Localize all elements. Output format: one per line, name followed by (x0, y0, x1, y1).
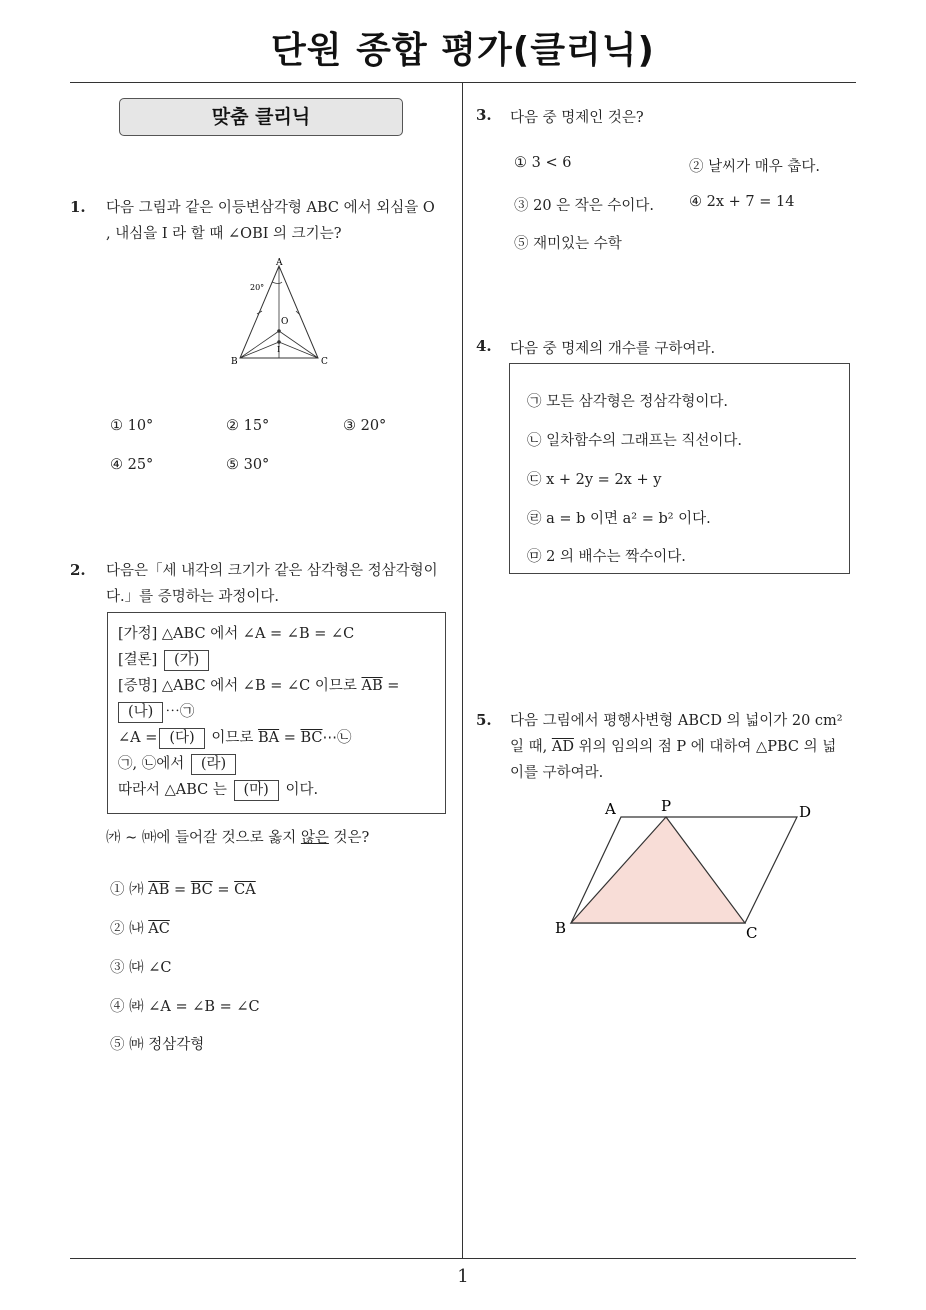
question-2-line1: 다음은「세 내각의 크기가 같은 삼각형은 정삼각형이 (106, 563, 438, 579)
question-2-text (106, 558, 438, 610)
vertex-c-label: C (321, 357, 328, 367)
question-3-choice-1[interactable]: ① 3 < 6 (514, 155, 572, 171)
segment-ad: $\overline{AD}$ (551, 739, 574, 755)
segment-ab: $\overline{AB}$ (361, 678, 383, 694)
question-1-choice-2[interactable]: ② 15° (226, 418, 270, 434)
question-3-number: 3. (476, 106, 492, 124)
question-3-choice-3[interactable]: ③ 20 은 작은 수이다. (514, 198, 655, 214)
segment-bc: $\overline{BC}$ (300, 730, 323, 746)
question-1-choice-3[interactable]: ③ 20° (343, 418, 387, 434)
question-1-choice-5[interactable]: ⑤ 30° (226, 457, 270, 473)
blank-ga: (가) (164, 650, 209, 671)
equals-sign: = (387, 678, 400, 694)
question-2-choice-5[interactable]: ⑤ ㈒ 정삼각형 (110, 1037, 205, 1053)
segment-ba: $\overline{BA}$ (257, 730, 280, 746)
statement-5: ㉤ 2 의 배수는 짝수이다. (527, 549, 686, 565)
eq-1: = (169, 882, 191, 898)
question-5-line3: 이를 구하여라. (510, 765, 604, 781)
incenter-i-label: I (277, 345, 281, 354)
proof-step-5 (118, 777, 399, 803)
segment-ab-choice: $\overline{AB}$ (148, 882, 170, 898)
question-3-choice-5[interactable]: ⑤ 재미있는 수학 (514, 236, 622, 252)
marker-1: ⋯㉠ (165, 704, 195, 720)
question-1-text (106, 195, 435, 247)
proof-step-2 (118, 699, 399, 725)
question-2-prompt-a: ㈎ ∼ ㈒에 들어갈 것으로 옳지 (106, 830, 301, 846)
choice-2-prefix: ② ㈏ (110, 921, 144, 937)
question-1-line2: , 내심을 I 라 할 때 ∠OBI 의 크기는? (106, 226, 342, 242)
segment-ca-choice: $\overline{CA}$ (234, 882, 256, 898)
proof-step-3 (118, 725, 399, 751)
point-a-label: A (605, 800, 616, 818)
marker-2: ⋯㉡ (322, 730, 352, 746)
statement-1: ㉠ 모든 삼각형은 정삼각형이다. (527, 394, 729, 410)
statement-box (509, 363, 850, 574)
question-2-line2: 다.」를 증명하는 과정이다. (106, 589, 280, 605)
proof-conclusion-label: [결론] (118, 652, 158, 668)
question-2-number: 2. (70, 561, 86, 579)
choice-1-prefix: ① ㈎ (110, 882, 144, 898)
section-badge: 맞춤 클리닉 (119, 98, 403, 136)
column-divider (462, 83, 463, 1259)
angle-label: 20° (250, 283, 265, 292)
question-1-line1: 다음 그림과 같은 이등변삼각형 ABC 에서 외심을 O (106, 200, 435, 216)
blank-ra: (라) (191, 754, 236, 775)
triangle-pbc (571, 817, 745, 923)
proof-step-4 (118, 751, 399, 777)
question-2-choice-1[interactable] (110, 878, 256, 899)
question-5-text (510, 708, 843, 786)
proof-step-5-a: 따라서 △ABC 는 (118, 782, 227, 798)
question-1-triangle-figure (220, 252, 340, 377)
question-5-line2-b: 위의 임의의 점 P 에 대하여 △PBC 의 넓 (573, 739, 837, 755)
segment-bc-choice: $\overline{BC}$ (190, 882, 213, 898)
question-4-text: 다음 중 명제의 개수를 구하여라. (510, 341, 716, 357)
question-5-line1: 다음 그림에서 평행사변형 ABCD 의 넓이가 20 cm² (510, 713, 843, 729)
question-1-number: 1. (70, 198, 86, 216)
question-2-prompt (106, 826, 369, 847)
question-3-text: 다음 중 명제인 것은? (510, 110, 644, 126)
proof-step-1 (118, 673, 399, 699)
question-2-prompt-b: 것은? (328, 830, 370, 846)
question-1-choice-4[interactable]: ④ 25° (110, 457, 154, 473)
point-c-label: C (746, 924, 758, 942)
proof-step-3-a: ∠A = (118, 730, 158, 746)
vertex-b-label: B (231, 357, 238, 367)
circumcenter-o-label: O (281, 317, 289, 327)
segment-ac-choice: $\overline{AC}$ (148, 921, 170, 937)
point-p-label: P (661, 797, 672, 815)
question-2-choice-2[interactable] (110, 917, 170, 938)
question-5-line2 (510, 734, 843, 760)
proof-box (107, 612, 446, 814)
parallelogram-figure (550, 795, 830, 945)
question-4-number: 4. (476, 337, 492, 355)
page-number: 1 (457, 1266, 469, 1287)
proof-step-3-b: 이므로 (211, 730, 254, 746)
page-title: 단원 종합 평가(클리닉) (271, 30, 655, 71)
proof-step-4-text: ㉠, ㉡에서 (118, 756, 185, 772)
question-3-choice-2[interactable]: ② 날씨가 매우 춥다. (689, 159, 820, 175)
statement-4: ㉣ a = b 이면 a² = b² 이다. (527, 511, 711, 527)
point-d-label: D (799, 803, 812, 821)
equals-sign-2: = (283, 730, 296, 746)
point-b-label: B (555, 919, 567, 937)
vertex-a-label: A (276, 258, 283, 268)
proof-step-1-text: [증명] △ABC 에서 ∠B = ∠C 이므로 (118, 678, 357, 694)
blank-da: (다) (159, 728, 204, 749)
question-2-prompt-underline: 않은 (300, 830, 329, 846)
proof-assumption: [가정] △ABC 에서 ∠A = ∠B = ∠C (118, 626, 355, 642)
statement-2: ㉡ 일차함수의 그래프는 직선이다. (527, 433, 743, 449)
question-5-line2-a: 일 때, (510, 739, 552, 755)
question-1-choice-1[interactable]: ① 10° (110, 418, 154, 434)
statement-3: ㉢ x + 2y = 2x + y (527, 472, 662, 488)
question-5-number: 5. (476, 711, 492, 729)
blank-ma: (마) (234, 780, 279, 801)
eq-2: = (212, 882, 235, 898)
proof-step-5-b: 이다. (285, 782, 319, 798)
header-rule (70, 82, 856, 83)
question-3-choice-4[interactable]: ④ 2x + 7 = 14 (689, 194, 795, 210)
proof-conclusion (118, 647, 399, 673)
footer-rule (70, 1258, 856, 1259)
question-2-choice-3[interactable]: ③ ㈐ ∠C (110, 960, 172, 976)
blank-na: (나) (118, 702, 163, 723)
question-2-choice-4[interactable]: ④ ㈑ ∠A = ∠B = ∠C (110, 999, 260, 1015)
